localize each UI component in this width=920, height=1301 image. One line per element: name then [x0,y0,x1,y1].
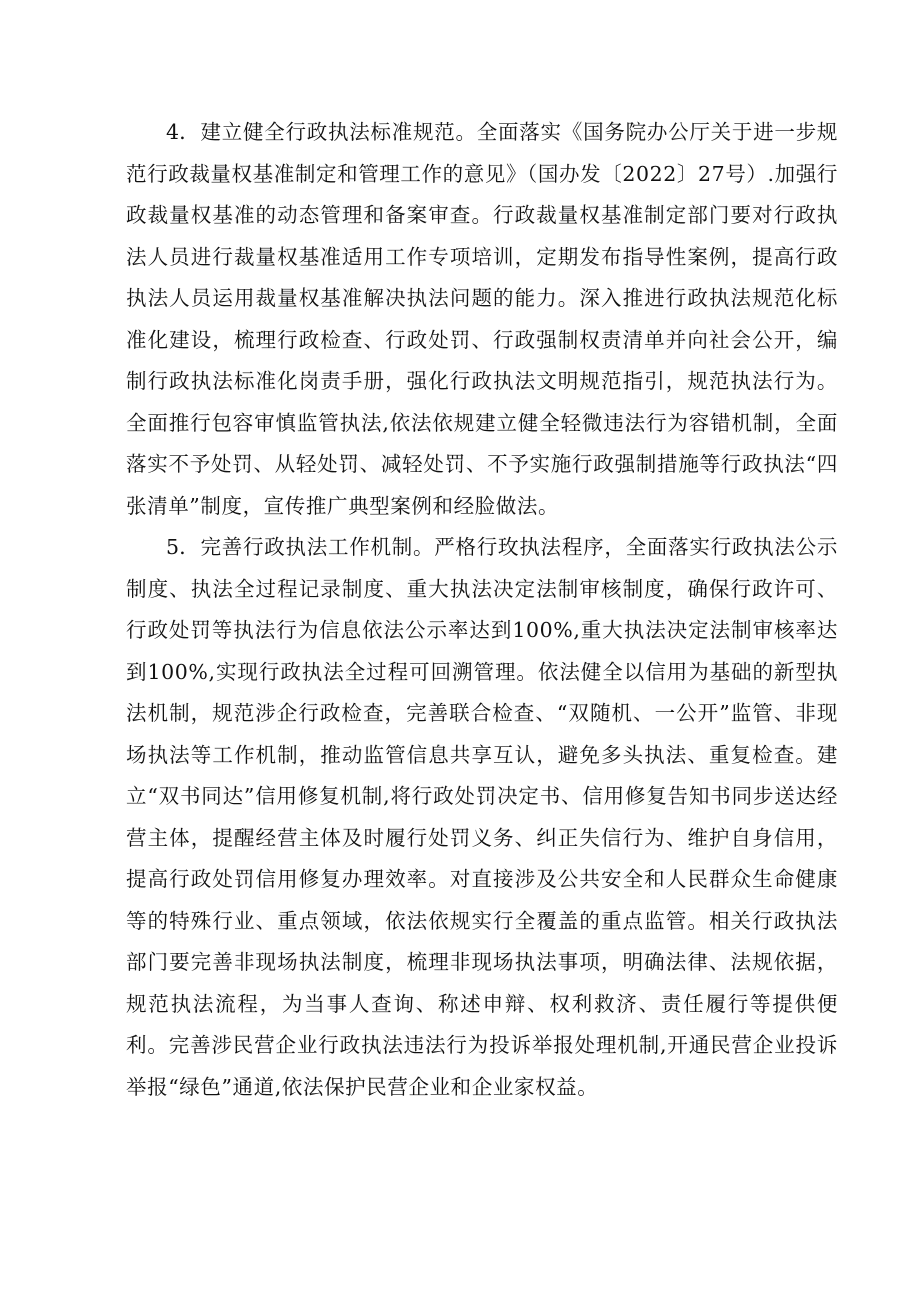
paragraph-text: ．完善行政执法工作机制。严格行玫执法程序，全面落实行政执法公示制度、执法全过程记录制度、重大执法决定法制审核制度，确保行政许可、行政处罚等执法行为信息依法公示率达到100%,重大执法决定法制审核率达到100%,实现行政执法全过程可回溯管理。依法健全以信用为基础的新型执法机制，规范涉企行政检查，完善联合检查、“双随机、一公开”监管、非现场执法等工作机制，推动监管信息共享互认，避免多头执法、重复检查。建立“双书同达”信用修复机制,将行政处罚决定书、信用修复告知书同步送达经营主体，提醒经营主体及时履行处罚义务、纠正失信行为、维护自身信用，提高行政处罚信用修复办理效率。对直接涉及公共安全和人民群众生命健康等的特殊行业、重点领域，依法依规实行全覆盖的重点监管。相关行政执法部门要完善非现场执法制度，梳理非现场执法事项，明确法律、法规依据，规范执法流程，为当事人查询、称述申辩、权利救济、责任履行等提供便利。完善涉民营企业行政执法违法行为投诉举报处理机制,开通民营企业投诉举报“绿色”通道,依法保护民营企业和企业家权益。 [126,535,838,1099]
paragraph-text: ．建立健全行政执法标准规范。全面落实《国务院办公厅关于进一步规范行政裁量权基准制定和管理工作的意见》（国办发〔2022〕27号）.加强行政裁量权基准的动态管理和备案审查。行政裁量权基准制定部门要对行政执法人员进行裁量权基准适用工作专项培训，定期发布指导性案例，提高行政执法人员运用裁量权基准解决执法问题的能力。深入推进行政执法规范化标准化建设，梳理行政检查、行政处罚、行政强制权责清单并向社会公开，编制行政执法标准化岗责手册，强化行政执法文明规范指引，规范执法行为。全面推行包容审慎监管执法,依法依规建立健全轻微违法行为容错机制，全面落实不予处罚、从轻处罚、减轻处罚、不予实施行政强制措施等行政执法“四张清单”制度，宣传推广典型案例和经脸做法。 [126,120,838,518]
paragraph-item-4 [126,112,838,527]
paragraph-number: 4 [166,120,180,144]
paragraph-number: 5 [166,535,180,559]
paragraph-item-5 [126,527,838,1108]
